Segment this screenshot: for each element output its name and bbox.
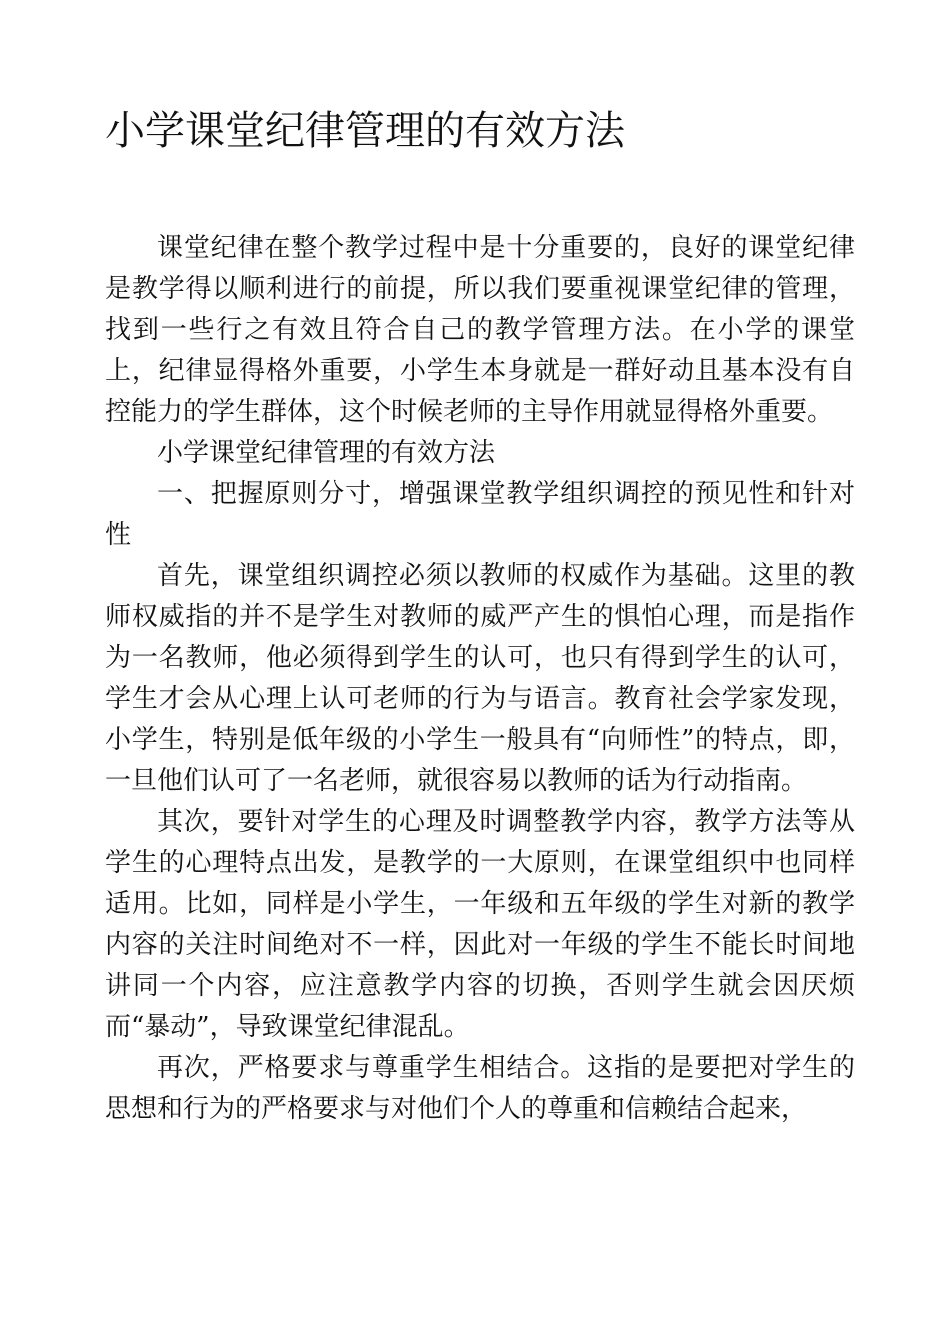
document-title: 小学课堂纪律管理的有效方法 [105,108,625,154]
paragraph-first-point: 首先，课堂组织调控必须以教师的权威作为基础。这里的教师权威指的并不是学生对教师的威严产生的惧怕心理，而是指作为一名教师，他必须得到学生的认可，也只有得到学生的认可，学生才会从心理上认可老师的行为与语言。教育社会学家发现，小学生，特别是低年级的小学生一般具有“向师性”的特点，即，一旦他们认可了一名老师，就很容易以教师的话为行动指南。 [105,561,855,796]
paragraph-subtitle: 小学课堂纪律管理的有效方法 [157,438,496,468]
document-body [105,228,855,1130]
paragraph-section-heading: 一、把握原则分寸，增强课堂教学组织调控的预见性和针对性 [105,479,855,550]
paragraph-intro: 课堂纪律在整个教学过程中是十分重要的，良好的课堂纪律是教学得以顺利进行的前提，所以我们要重视课堂纪律的管理，找到一些行之有效且符合自己的教学管理方法。在小学的课堂上，纪律显得格外重要，小学生本身就是一群好动且基本没有自控能力的学生群体，这个时候老师的主导作用就显得格外重要。 [105,233,855,427]
paragraph-third-point: 再次，严格要求与尊重学生相结合。这指的是要把对学生的思想和行为的严格要求与对他们个人的尊重和信赖结合起来， [105,1053,855,1124]
paragraph-second-point: 其次，要针对学生的心理及时调整教学内容，教学方法等从学生的心理特点出发，是教学的一大原则，在课堂组织中也同样适用。比如，同样是小学生，一年级和五年级的学生对新的教学内容的关注时间绝对不一样，因此对一年级的学生不能长时间地讲同一个内容，应注意教学内容的切换，否则学生就会因厌烦而“暴动”，导致课堂纪律混乱。 [105,807,855,1042]
